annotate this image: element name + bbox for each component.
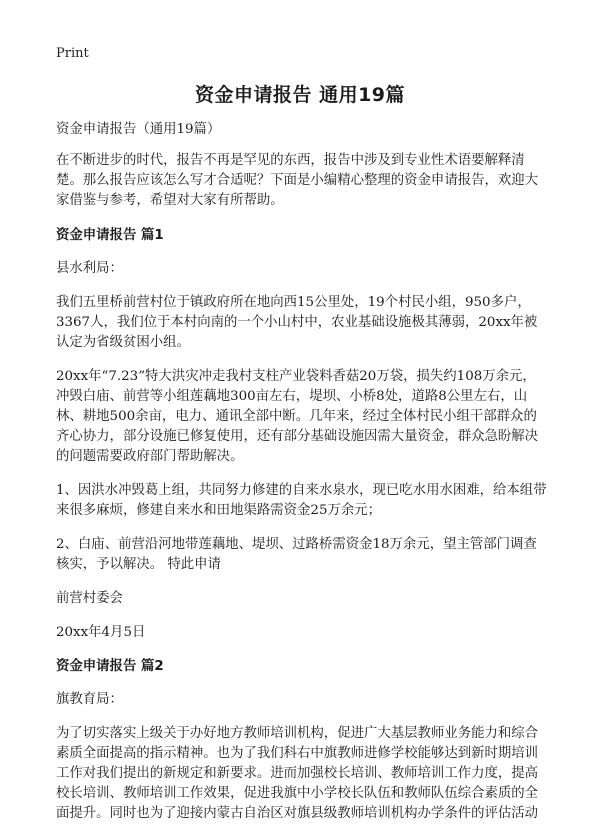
date: 20xx年4月5日: [56, 625, 146, 640]
signature: 前营村委会: [56, 591, 123, 606]
intro-paragraph: 在不断进步的时代，报告不再是罕见的东西，报告中涉及到专业性术语要解释清楚。那么报告应该怎么写才合适呢？下面是小编精心整理的资金申请报告，欢迎大家借鉴与参考，希望对大家有所帮助。: [56, 153, 539, 208]
document-subtitle: 资金申请报告（通用19篇）: [56, 122, 221, 137]
body-paragraph: 20xx年“7.23”特大洪灾冲走我村支柱产业袋料香菇20万袋，损失约108万余元，冲毁白庙、前营等小组莲藕地300亩左右，堤坝、小桥8处，道路8公里左右，山林、耕地500余亩，电力、通讯全部中断。几年来，经过全体村民小组干部群众的齐心协力，部分设施已修复使用，还有部分基础设施因需大量资金，群众急盼解决的问题需要政府部门帮助解决。: [56, 369, 539, 464]
section-heading: 资金申请报告 篇2: [56, 659, 164, 674]
document-body: [56, 120, 548, 838]
document-title: 资金申请报告 通用19篇: [194, 84, 406, 106]
body-paragraph: 2、白庙、前营沿河地带莲藕地、堤坝、过路桥需资金18万余元，望主管部门调查核实，予以解决。 特此申请: [56, 537, 537, 572]
body-paragraph: 我们五里桥前营村位于镇政府所在地向西15公里处，19个村民小组，950多户，3367人，我们位于本村向南的一个小山村中，农业基础设施极其薄弱，20xx年被认定为省级贫困小组。: [56, 295, 538, 350]
print-link[interactable]: Print: [56, 46, 89, 61]
body-paragraph: 1、因洪水冲毁葛上组，共同努力修建的自来水泉水，现已吃水用水困难，给本组带来很多麻烦，修建自来水和田地渠路需资金25万余元；: [56, 483, 547, 518]
addressee: 县水利局：: [56, 261, 123, 276]
section-heading: 资金申请报告 篇1: [56, 228, 164, 243]
body-paragraph: 为了切实落实上级关于办好地方教师培训机构，促进广大基层教师业务能力和综合素质全面提高的指示精神。也为了我们科右中旗教师进修学校能够达到新时期培训工作对我们提出的新规定和新要求。进而加强校长培训、教师培训工作力度，提高校长培训、教师培训工作效果，促进我旗中小学校长队伍和教师队伍综合素质的全面提升。同时也为了迎接内蒙古自治区对旗县级教师培训机构办学条件的评估活动: [56, 726, 539, 821]
addressee: 旗教育局：: [56, 692, 123, 707]
